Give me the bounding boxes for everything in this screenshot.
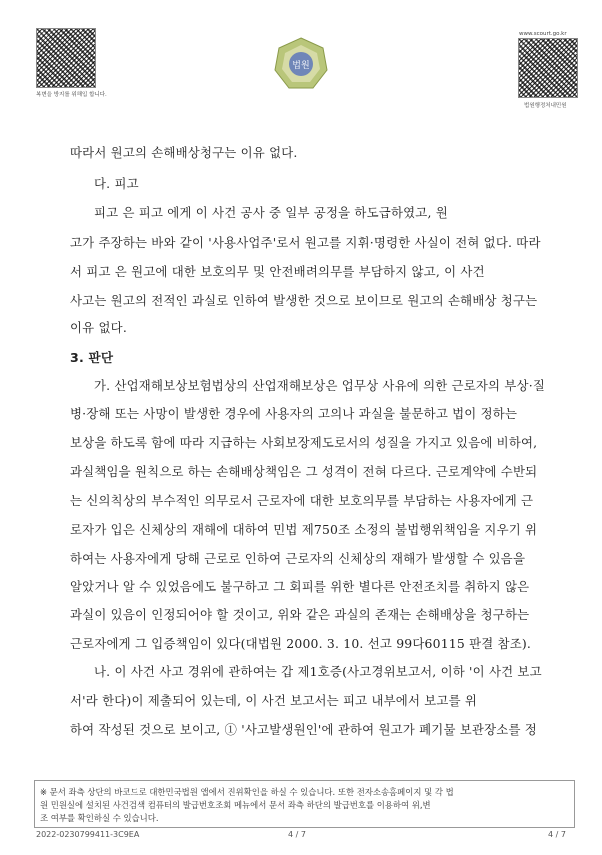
right-qr-caption: 법원행정처내민원 [524, 103, 567, 109]
left-qr-caption: 복변을 방지를 위해입 합니다. [36, 92, 107, 98]
issue-number: 2022-0230799411-3C9EA [36, 830, 140, 839]
left-qr-code [36, 28, 96, 88]
body-line-11: 보상을 하도록 함에 따라 지급하는 사회보장제도로서의 성질을 가지고 있음에 비하여, [70, 435, 538, 450]
body-line-14: 로자가 입은 신체상의 재해에 대하여 민법 제750조 소정의 불법행위책임을 지우기 위 [70, 522, 538, 537]
body-line-18: 근로자에게 그 입증책임이 있다(대법원 2000. 3. 10. 선고 99다60115 판결 참조). [70, 636, 532, 651]
body-line-16: 알았거나 알 수 있었음에도 불구하고 그 회피를 위한 별다른 안전조치를 취하지 않은 [70, 579, 530, 594]
body-line-4: 고가 주장하는 바와 같이 '사용사업주'로서 원고를 지휘·명령한 사실이 전혀 없다. 따라 [70, 235, 541, 250]
body-line-17: 과실이 있음이 인정되어야 할 것이고, 위와 같은 과실의 존재는 손해배상을 청구하는 [70, 607, 530, 622]
body-line-1: 따라서 원고의 손해배상청구는 이유 없다. [70, 145, 298, 160]
page-number-center: 4 / 7 [288, 830, 306, 839]
body-line-2: 다. 피고 [94, 176, 139, 191]
page-number-right: 4 / 7 [548, 830, 566, 839]
body-line-10: 병·장해 또는 사망이 발생한 경우에 사용자의 고의나 과실을 불문하고 법이 정하는 [70, 406, 518, 421]
body-line-5: 서 피고 은 원고에 대한 보호의무 및 안전배려의무를 부담하지 않고, 이 사건 [70, 264, 485, 279]
footer-notice-line-2: 원 민원실에 설치된 사건검색 컴퓨터의 발급번호조회 메뉴에서 문서 좌측 하단의 발급번호를 이용하여 위,변 [40, 800, 431, 810]
body-line-9: 가. 산업재해보상보험법상의 산업재해보상은 업무상 사유에 의한 근로자의 부상·질 [94, 378, 546, 393]
body-line-21: 하여 작성된 것으로 보이고, ① '사고발생원인'에 관하여 원고가 폐기물 보관장소를 정 [70, 722, 537, 737]
body-line-3: 피고 은 피고 에게 이 사건 공사 중 일부 공정을 하도급하였고, 원 [94, 205, 448, 220]
body-line-13: 는 신의칙상의 부수적인 의무로서 근로자에 대한 보호의무를 부담하는 사용자에게 근 [70, 493, 534, 508]
body-line-12: 과실책임을 원칙으로 하는 손해배상책임은 그 성격이 전혀 다르다. 근로계약에 수반되 [70, 464, 538, 479]
footer-notice-line-1: ※ 문서 좌측 상단의 바코드로 대한민국법원 앱에서 진위확인을 하실 수 있습니다. 또한 전자소송홈페이지 및 각 법 [40, 787, 454, 797]
footer-notice-line-3: 조 여부를 확인하실 수 있습니다. [40, 813, 159, 823]
emblem-text: 법원 [292, 61, 310, 71]
body-line-20: 서'라 한다)이 제출되어 있는데, 이 사건 보고서는 피고 내부에서 보고를 위 [70, 693, 478, 708]
court-emblem [273, 36, 329, 92]
right-qr-code [518, 38, 578, 98]
body-line-6: 사고는 원고의 전적인 과실로 인하여 발생한 것으로 보이므로 원고의 손해배상 청구는 [70, 293, 538, 308]
scourt-url: www.scourt.go.kr [519, 31, 567, 37]
body-line-15: 하여는 사용자에게 당해 근로로 인하여 근로자의 신체상의 재해가 발생할 수 있음을 [70, 551, 526, 566]
body-line-7: 이유 없다. [70, 320, 127, 335]
body-line-19: 나. 이 사건 사고 경위에 관하여는 갑 제1호증(사고경위보고서, 이하 '이 사건 보고 [94, 664, 542, 679]
section-heading-3: 3. 판단 [70, 350, 114, 365]
